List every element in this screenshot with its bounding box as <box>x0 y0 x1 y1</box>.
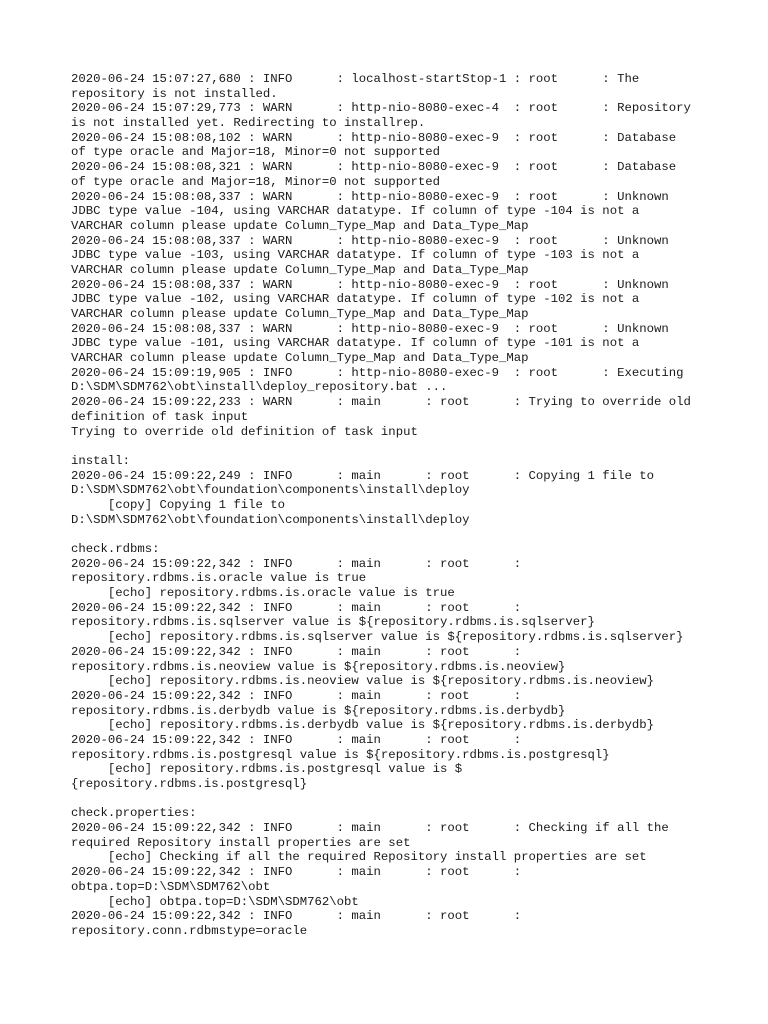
log-line: JDBC type value -104, using VARCHAR datatype. If column of type -104 is not a <box>71 204 640 219</box>
log-line: repository.rdbms.is.oracle value is true <box>71 571 367 586</box>
log-line: install: <box>71 453 131 468</box>
log-line: definition of task input <box>71 409 249 424</box>
log-line <box>71 792 751 807</box>
log-line: 2020-06-24 15:09:22,342 : INFO : main : root : <box>71 688 522 703</box>
log-line: 2020-06-24 15:08:08,321 : WARN : http-nio-8080-exec-9 : root : Database <box>71 160 677 175</box>
log-line: 2020-06-24 15:09:22,342 : INFO : main : root : <box>71 865 522 880</box>
log-line: [echo] obtpa.top=D:\SDM\SDM762\obt <box>71 894 359 909</box>
log-line: D:\SDM\SDM762\obt\foundation\components\install\deploy <box>71 512 470 527</box>
log-line: is not installed yet. Redirecting to installrep. <box>71 116 426 131</box>
log-line: of type oracle and Major=18, Minor=0 not supported <box>71 174 440 189</box>
log-line: {repository.rdbms.is.postgresql} <box>71 777 308 791</box>
log-line: 2020-06-24 15:08:08,337 : WARN : http-nio-8080-exec-9 : root : Unknown <box>71 277 669 292</box>
log-line: repository.rdbms.is.derbydb value is ${repository.rdbms.is.derbydb} <box>71 703 566 718</box>
log-line: VARCHAR column please update Column_Type_Map and Data_Type_Map <box>71 307 529 321</box>
log-line: D:\SDM\SDM762\obt\install\deploy_repository.bat ... <box>71 380 448 395</box>
log-line: Trying to override old definition of task input <box>71 424 418 439</box>
log-line <box>71 527 751 542</box>
log-line: VARCHAR column please update Column_Type_Map and Data_Type_Map <box>71 218 529 233</box>
log-line: repository.rdbms.is.sqlserver value is ${repository.rdbms.is.sqlserver} <box>71 615 595 630</box>
log-line: JDBC type value -102, using VARCHAR datatype. If column of type -102 is not a <box>71 292 640 307</box>
log-line: 2020-06-24 15:07:29,773 : WARN : http-nio-8080-exec-4 : root : Repository <box>71 101 691 116</box>
log-line: [echo] repository.rdbms.is.neoview value is ${repository.rdbms.is.neoview} <box>71 674 654 689</box>
log-line: 2020-06-24 15:09:19,905 : INFO : http-nio-8080-exec-9 : root : Executing <box>71 365 684 380</box>
log-line: repository is not installed. <box>71 86 278 101</box>
log-line: of type oracle and Major=18, Minor=0 not supported <box>71 145 440 160</box>
log-line: 2020-06-24 15:08:08,337 : WARN : http-nio-8080-exec-9 : root : Unknown <box>71 189 669 204</box>
log-document <box>71 72 751 939</box>
log-line: obtpa.top=D:\SDM\SDM762\obt <box>71 879 271 894</box>
log-line: 2020-06-24 15:09:22,342 : INFO : main : root : <box>71 600 522 615</box>
log-line: 2020-06-24 15:09:22,342 : INFO : main : root : <box>71 644 522 659</box>
log-line: VARCHAR column please update Column_Type_Map and Data_Type_Map <box>71 262 529 277</box>
log-line: check.rdbms: <box>71 542 160 556</box>
log-line: 2020-06-24 15:09:22,342 : INFO : main : root : <box>71 556 522 571</box>
log-line <box>71 439 751 454</box>
log-line: 2020-06-24 15:09:22,342 : INFO : main : root : <box>71 732 522 747</box>
log-line: 2020-06-24 15:09:22,249 : INFO : main : root : Copying 1 file to <box>71 468 654 483</box>
log-line: 2020-06-24 15:08:08,102 : WARN : http-nio-8080-exec-9 : root : Database <box>71 130 677 145</box>
log-line: repository.rdbms.is.postgresql value is ${repository.rdbms.is.postgresql} <box>71 747 610 762</box>
log-line: 2020-06-24 15:08:08,337 : WARN : http-nio-8080-exec-9 : root : Unknown <box>71 233 669 248</box>
log-line: 2020-06-24 15:09:22,342 : INFO : main : root : <box>71 909 522 924</box>
log-line: [copy] Copying 1 file to <box>71 497 286 512</box>
log-line: [echo] repository.rdbms.is.postgresql value is $ <box>71 762 463 777</box>
log-line: repository.conn.rdbmstype=oracle <box>71 923 308 938</box>
log-line: JDBC type value -103, using VARCHAR datatype. If column of type -103 is not a <box>71 248 640 263</box>
log-line: [echo] repository.rdbms.is.derbydb value is ${repository.rdbms.is.derbydb} <box>71 718 654 733</box>
log-line: repository.rdbms.is.neoview value is ${repository.rdbms.is.neoview} <box>71 659 566 674</box>
log-line: required Repository install properties are set <box>71 835 411 850</box>
log-line: 2020-06-24 15:08:08,337 : WARN : http-nio-8080-exec-9 : root : Unknown <box>71 321 669 336</box>
log-line: 2020-06-24 15:09:22,233 : WARN : main : root : Trying to override old <box>71 395 691 410</box>
log-line: D:\SDM\SDM762\obt\foundation\components\install\deploy <box>71 483 470 498</box>
log-line: VARCHAR column please update Column_Type_Map and Data_Type_Map <box>71 351 529 366</box>
log-line: [echo] repository.rdbms.is.oracle value is true <box>71 586 455 601</box>
log-line: 2020-06-24 15:09:22,342 : INFO : main : root : Checking if all the <box>71 821 669 836</box>
log-line: [echo] Checking if all the required Repository install properties are set <box>71 850 647 865</box>
log-line: check.properties: <box>71 806 197 821</box>
log-line: [echo] repository.rdbms.is.sqlserver value is ${repository.rdbms.is.sqlserver} <box>71 630 684 645</box>
log-line: 2020-06-24 15:07:27,680 : INFO : localhost-startStop-1 : root : The <box>71 72 640 86</box>
log-line: JDBC type value -101, using VARCHAR datatype. If column of type -101 is not a <box>71 336 640 351</box>
